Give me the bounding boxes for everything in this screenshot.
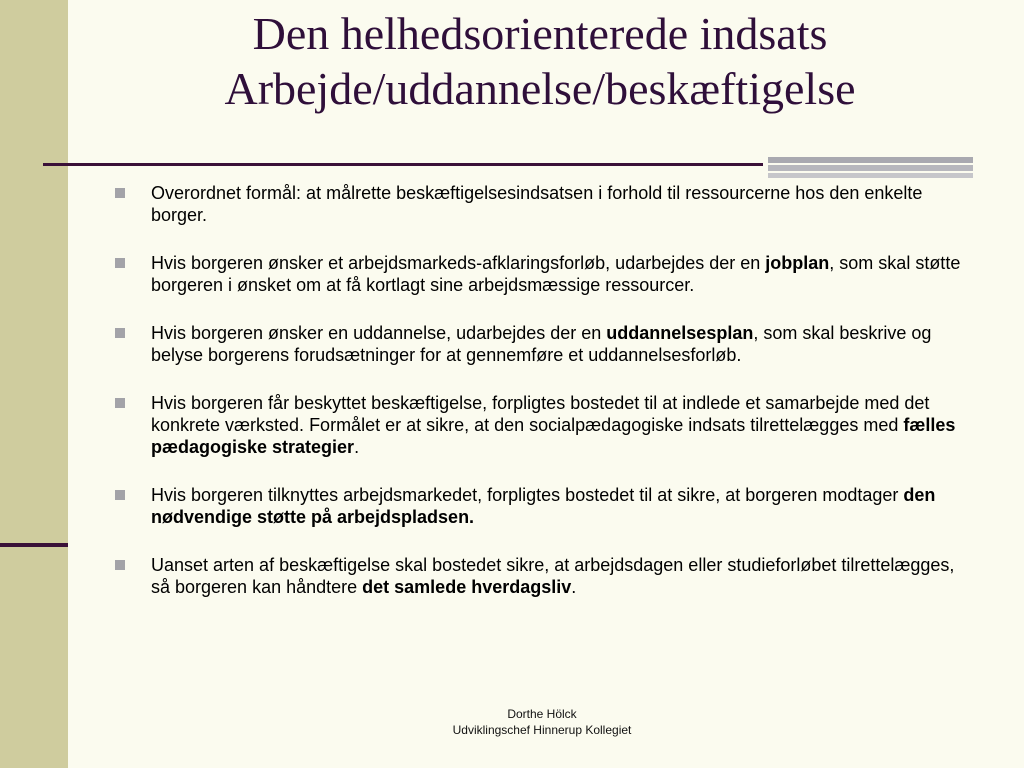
square-bullet-icon [115, 398, 125, 408]
bullet-bold-text: fælles pædagogiske strategier [151, 415, 956, 457]
slide-title [100, 6, 980, 116]
bullet-bold-text: jobplan [765, 253, 830, 273]
bullet-text-end: , som skal beskrive og belyse borgerens forudsætninger for at gennemføre et uddannelsesforløb. [151, 323, 932, 365]
footer-author: Dorthe Hölck [507, 707, 577, 721]
bullet-bold-text: den nødvendige støtte på arbejdspladsen. [151, 485, 936, 527]
bullet-text: Hvis borgeren ønsker et arbejdsmarkeds-afklaringsforløb, udarbejdes der en [151, 253, 766, 273]
square-bullet-icon [115, 490, 125, 500]
bullet-list [113, 182, 973, 624]
bullet-item [113, 252, 973, 296]
bullet-item [113, 392, 973, 458]
bullet-item [113, 182, 973, 226]
slide-title-line1: Den helhedsorienterede indsats [252, 8, 828, 59]
bullet-text-end: . [571, 577, 577, 597]
square-bullet-icon [115, 188, 125, 198]
square-bullet-icon [115, 258, 125, 268]
slide-title-line2: Arbejde/uddannelse/beskæftigelse [224, 63, 856, 114]
decor-bar [768, 165, 973, 171]
bullet-bold-text: uddannelsesplan [606, 323, 754, 343]
bullet-text-end: . [354, 437, 360, 457]
bullet-text: Hvis borgeren ønsker en uddannelse, udarbejdes der en [151, 323, 607, 343]
bullet-item [113, 554, 973, 598]
decor-bar [768, 157, 973, 163]
title-decor-bars [768, 157, 973, 179]
side-accent-strip [0, 0, 68, 768]
bullet-item [113, 484, 973, 528]
bullet-text-end: , som skal støtte borgeren i ønsket om at få kortlagt sine arbejdsmæssige ressourcer. [151, 253, 961, 295]
square-bullet-icon [115, 560, 125, 570]
bullet-text: Uanset arten af beskæftigelse skal bostedet sikre, at arbejdsdagen eller studieforløbet tilrettelægges, så borgeren kan håndtere [151, 555, 955, 597]
bullet-text: Hvis borgeren tilknyttes arbejdsmarkedet, forpligtes bostedet til at sikre, at borgeren modtager [151, 485, 904, 505]
side-accent-rule [0, 543, 68, 547]
bullet-bold-text: det samlede hverdagsliv [362, 577, 572, 597]
footer-role: Udviklingschef Hinnerup Kollegiet [452, 723, 632, 737]
slide-footer [400, 706, 684, 738]
bullet-item [113, 322, 973, 366]
bullet-text: Overordnet formål: at målrette beskæftigelsesindsatsen i forhold til ressourcerne hos den enkelte borger. [151, 183, 923, 225]
decor-bar [768, 173, 973, 178]
square-bullet-icon [115, 328, 125, 338]
title-divider [43, 163, 763, 166]
bullet-text: Hvis borgeren får beskyttet beskæftigelse, forpligtes bostedet til at indlede et samarbejde med det konkrete værksted. Formålet er at sikre, at den socialpædagogiske indsats tilrettelægges med [151, 393, 930, 435]
